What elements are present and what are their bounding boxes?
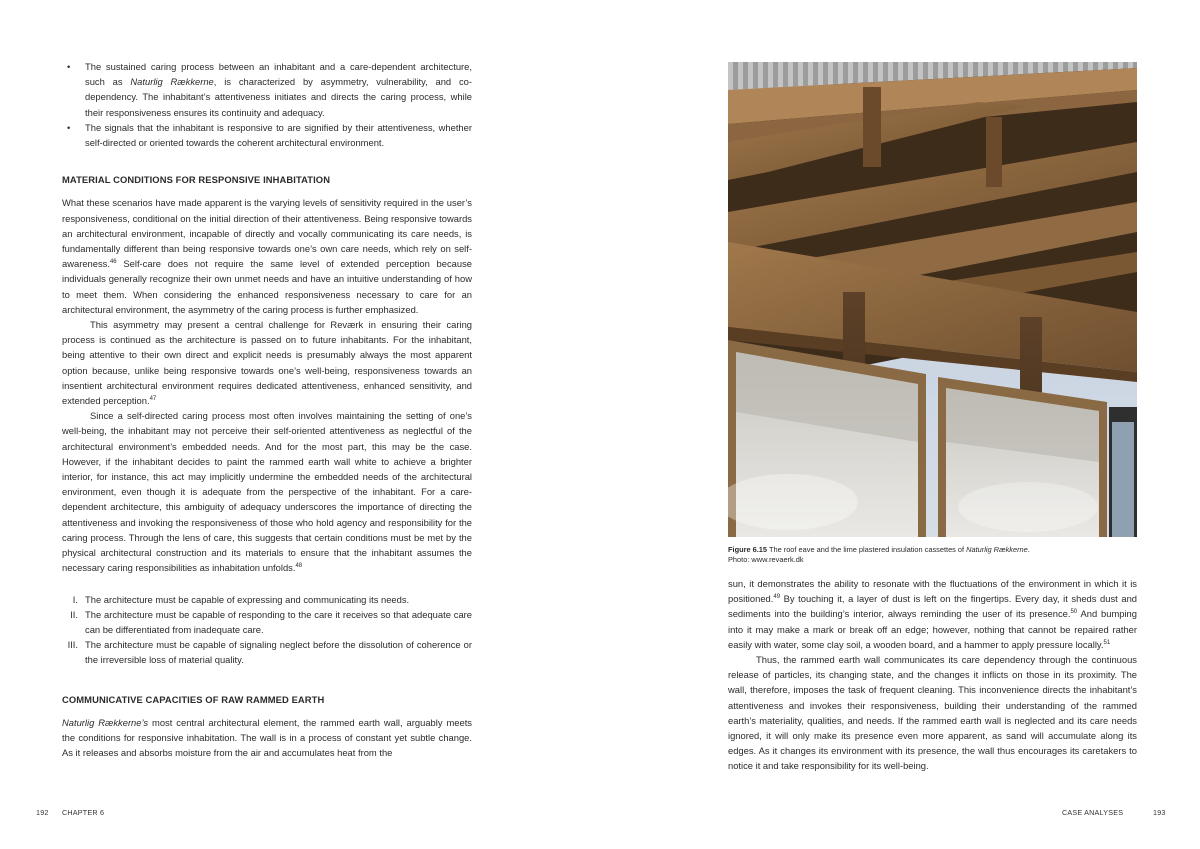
footnote-ref: 46 xyxy=(109,259,117,266)
page-number: 192 xyxy=(36,808,49,817)
list-item: II. The architecture must be capable of responding to the care it receives so that adequate care can be differentiated from inadequate care. xyxy=(70,608,472,635)
roof-eave-photo xyxy=(728,62,1137,537)
figure-label: Figure 6.15 xyxy=(728,545,768,554)
running-header: CHAPTER 6 xyxy=(62,808,105,817)
running-header: CASE ANALYSES xyxy=(1062,808,1124,817)
figure-photo xyxy=(728,62,1137,537)
footnote-ref: 47 xyxy=(149,395,157,402)
right-page xyxy=(600,0,1200,849)
paragraph: Thus, the rammed earth wall communicates its care dependency through the continuous release of particles, its changing state, and the changes it inflicts on those in its proximity. The wall, therefore, imposes the task of frequent cleaning. This inconvenience directs the inhabitant’s attentiveness and invokes their responsiveness, building their understanding of the rammed earth’s materiality, qualities, and needs. If the rammed earth wall is neglected and its care needs ignored, it will only make its presence even more apparent, as sand will accumulate along its edges. As it changes its environment with its presence, the wall thus encourages its caretakers to notice it and take responsibility for its well-being. xyxy=(728,654,1137,772)
section-heading: COMMUNICATIVE CAPACITIES OF RAW RAMMED EARTH xyxy=(62,693,325,705)
footnote-ref: 51 xyxy=(1103,639,1111,646)
paragraph: Naturlig Rækkerne’s most central architectural element, the rammed earth wall, arguably meets the conditions for responsive inhabitation. The wall is in a process of constant yet subtle change. As it releases and absorbs moisture from the air and accumulates heat from the xyxy=(62,716,472,759)
page-number: 193 xyxy=(1153,808,1166,817)
bullet-item: • The sustained caring process between an inhabitant and a care-dependent architecture, such as Naturlig Rækkerne, is characterized by asymmetry, vulnerability, and co-dependency. The inhabitant’s attentiveness initiates and directs the caring process, while their responsiveness ensures its continuity and adequacy. xyxy=(62,59,472,120)
footnote-ref: 49 xyxy=(773,594,781,601)
figure-caption: Figure 6.15 The roof eave and the lime plastered insulation cassettes of Naturlig Rækkerne. Photo: www.revaerk.dk xyxy=(728,545,1137,565)
footnote-ref: 48 xyxy=(295,563,303,570)
footnote-ref: 50 xyxy=(1070,609,1078,616)
paragraph: sun, it demonstrates the ability to resonate with the fluctuations of the environment in which it is positioned.$^{49}$ By touching it, a layer of dust is left on the fingertips. Every day, it sheds dust and sediments into the building’s interior, always reminding the user of its presence.$^{50}$ And bumping into it may make a mark or break off an edge; however, nothing that cannot be repaired rather easily with water, some clay soil, a wooden board, and a hammer to apply pressure locally.$^{51}$ xyxy=(728,578,1137,650)
paragraph: Since a self-directed caring process most often involves maintaining the setting of one’s well-being, the inhabitant may not perceive their self-oriented attentiveness as neglectful of the architectural environment’s embedded needs. And for the most part, this may be the case. However, if the inhabitant decides to paint the rammed earth wall white to achieve a brighter interior, for instance, this act may implicitly undermine the embedded needs of the architectural environment, even though it is adequate from the perspective of the inhabitant. For a care-dependent architecture, this ambiguity of adequacy underscores the importance of directing the attentiveness and invoking the responsiveness of those who hold agency and responsibility for the caring process. Through the lens of care, this suggests that certain conditions must be met by the physical architectural construction and its materials to ensure that the inhabitant assumes the necessary caring responsibilities as inhabitation unfolds.$^{48}$ xyxy=(62,410,472,574)
section-heading: MATERIAL CONDITIONS FOR RESPONSIVE INHABITATION xyxy=(62,174,331,186)
left-text-column xyxy=(62,59,472,760)
photo-credit: Photo: www.revaerk.dk xyxy=(728,555,804,564)
right-text-column xyxy=(728,576,1137,774)
conditions-list xyxy=(62,592,472,668)
list-item: I. The architecture must be capable of expressing and communicating its needs. xyxy=(72,593,410,605)
bullet-item: • The signals that the inhabitant is responsive to are signified by their attentiveness, whether self-directed or oriented towards the coherent architectural environment. xyxy=(62,120,472,150)
paragraph: What these scenarios have made apparent is the varying levels of sensitivity required in the user’s responsiveness, conditional on the initial direction of their attentiveness. Being responsive towards an architectural environment, incapable of directly and vocally communicating its care needs, is fundamentally different than being responsive towards one’s own care needs, which rely on self-awareness.$^{46}$ Self-care does not require the same level of extended perception because individuals generally recognize their own unmet needs and have an intuitive understanding of how to meet them. When considering the enhanced responsiveness necessary to care for an architectural environment, the asymmetry of the caring process is further emphasized. xyxy=(62,197,472,315)
list-item: III. The architecture must be capable of signaling neglect before the dissolution of coherence or the irreversible loss of material quality. xyxy=(67,639,472,666)
summary-bullets xyxy=(62,59,472,150)
paragraph: This asymmetry may present a central challenge for Reværk in ensuring their caring process is continued as the architecture is passed on to future inhabitants. For the inhabitant, being attentive to their own direct and explicit needs is presumably always the most apparent option because, unlike being responsive towards one’s well-being, responsiveness towards an insentient architectural environment requires dedicated attentiveness, enhanced sensitivity, and extended perception.$^{47}$ xyxy=(62,319,472,407)
